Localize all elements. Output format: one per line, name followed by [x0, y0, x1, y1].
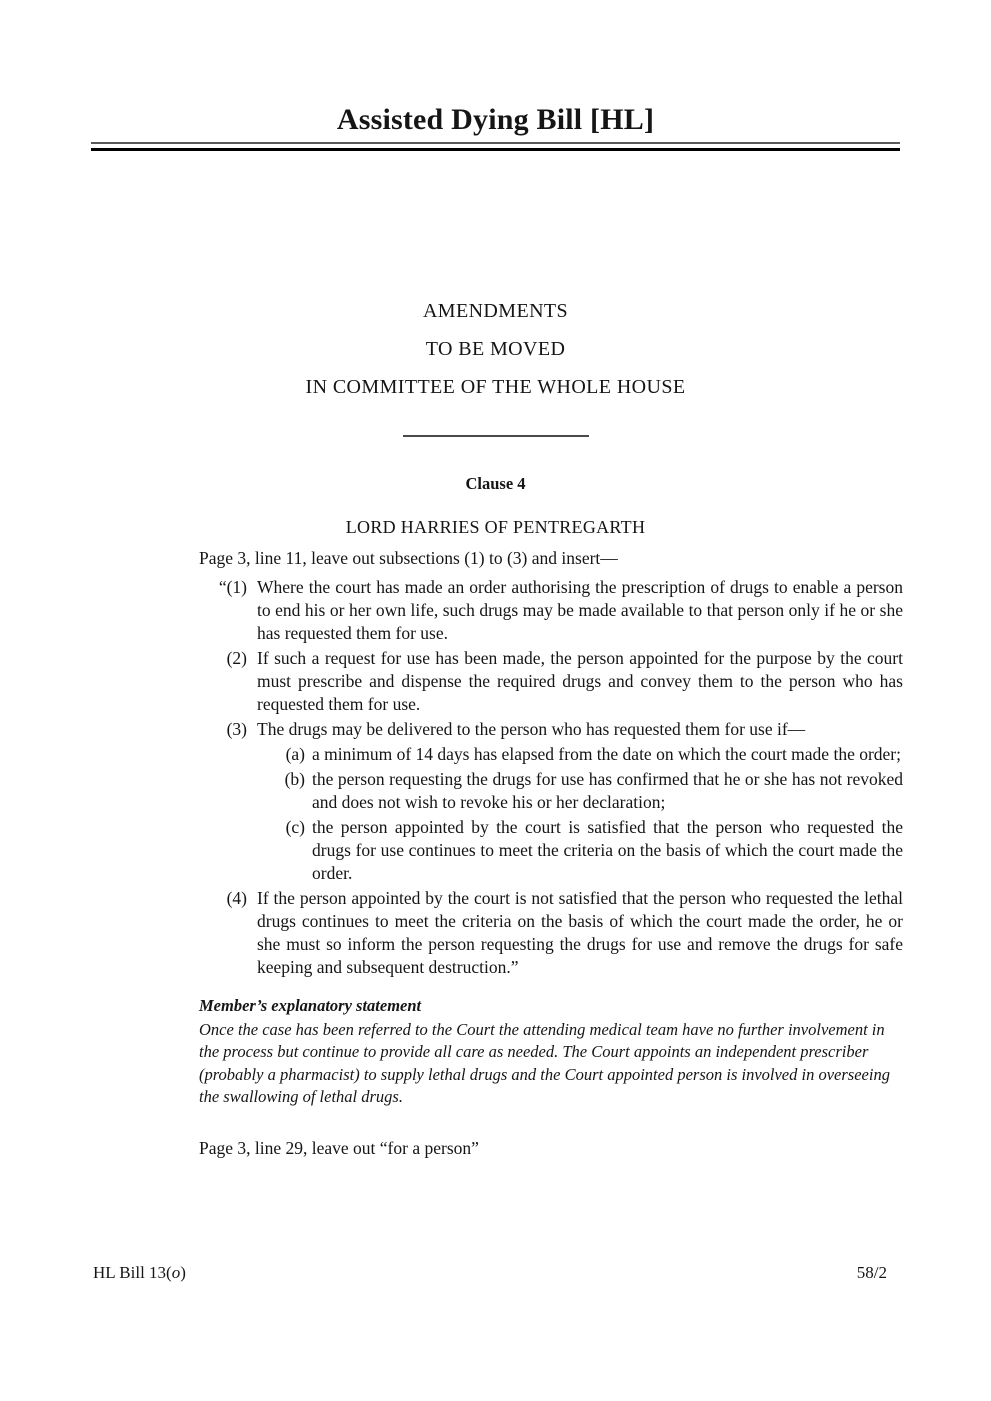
subsection-1-marker: “(1): [218, 577, 247, 597]
subsection-3-subitems: [257, 743, 903, 885]
subsection-2: [199, 647, 903, 716]
page-footer: [93, 1262, 887, 1283]
title-double-rule: [91, 142, 900, 151]
sub-item-a: [257, 743, 903, 766]
sub-item-a-marker: (a): [285, 744, 305, 764]
explanatory-statement-text: Once the case has been referred to the Court the attending medical team have no further involvement in the process but continue to provide all care as needed. The Court appoints an independent prescriber (probably a pharmacist) to supply lethal drugs and the Court appointed person is involved in overseeing the swallowing of lethal drugs.: [199, 1020, 890, 1106]
footer-bill-number: HL Bill 13(o): [93, 1263, 186, 1282]
subsection-4: [199, 887, 903, 979]
explanatory-statement-heading: Member’s explanatory statement: [199, 996, 422, 1015]
subsection-2-marker: (2): [226, 648, 247, 668]
sub-item-c-marker: (c): [285, 817, 305, 837]
to-be-moved-heading: TO BE MOVED: [425, 338, 566, 360]
subsection-3-marker: (3): [226, 719, 247, 739]
subsection-1-text: Where the court has made an order authorising the prescription of drugs to enable a person to end his or her own life, such drugs may be made available to that person only if he or she has requested them for use.: [257, 577, 903, 643]
footer-amendment-number: 58/2: [856, 1263, 887, 1282]
bill-title: Assisted Dying Bill [HL]: [336, 103, 655, 136]
clause-heading: Clause 4: [465, 474, 526, 493]
subsection-4-text: If the person appointed by the court is not satisfied that the person who requested the lethal drugs continues to meet the criteria on the basis of which the court made the order, he or she must so inform the person requesting the drugs for use and remove the drugs for safe keeping and subsequent destruction.”: [257, 888, 903, 977]
subsection-4-marker: (4): [226, 888, 247, 908]
committee-heading: IN COMMITTEE OF THE WHOLE HOUSE: [305, 376, 686, 398]
document-headings: [0, 299, 991, 399]
subsection-2-text: If such a request for use has been made, the person appointed for the purpose by the court must prescribe and dispense the required drugs and convey them to the person who has requested them for use.: [257, 648, 903, 714]
amendment-instruction: Page 3, line 11, leave out subsections (1) to (3) and insert—: [199, 548, 618, 568]
subsection-3-text: The drugs may be delivered to the person who has requested them for use if—: [257, 719, 806, 739]
sub-item-b-text: the person requesting the drugs for use has confirmed that he or she has not revoked and does not wish to revoke his or her declaration;: [312, 769, 903, 812]
mover-name: LORD HARRIES OF PENTREGARTH: [345, 517, 646, 537]
second-amendment-instruction: Page 3, line 29, leave out “for a person”: [199, 1138, 479, 1159]
sub-item-c-text: the person appointed by the court is satisfied that the person who requested the drugs for use continues to meet the criteria on the basis of which the court made the order.: [312, 817, 903, 883]
section-divider-rule: [403, 435, 589, 437]
amendments-heading: AMENDMENTS: [422, 300, 569, 322]
sub-item-c: [257, 816, 903, 885]
subsection-3: [199, 718, 903, 885]
sub-item-a-text: a minimum of 14 days has elapsed from the date on which the court made the order;: [312, 744, 901, 764]
subsection-1: [199, 576, 903, 645]
sub-item-b-marker: (b): [284, 769, 305, 789]
amendment-body: [199, 576, 903, 979]
sub-item-b: [257, 768, 903, 814]
